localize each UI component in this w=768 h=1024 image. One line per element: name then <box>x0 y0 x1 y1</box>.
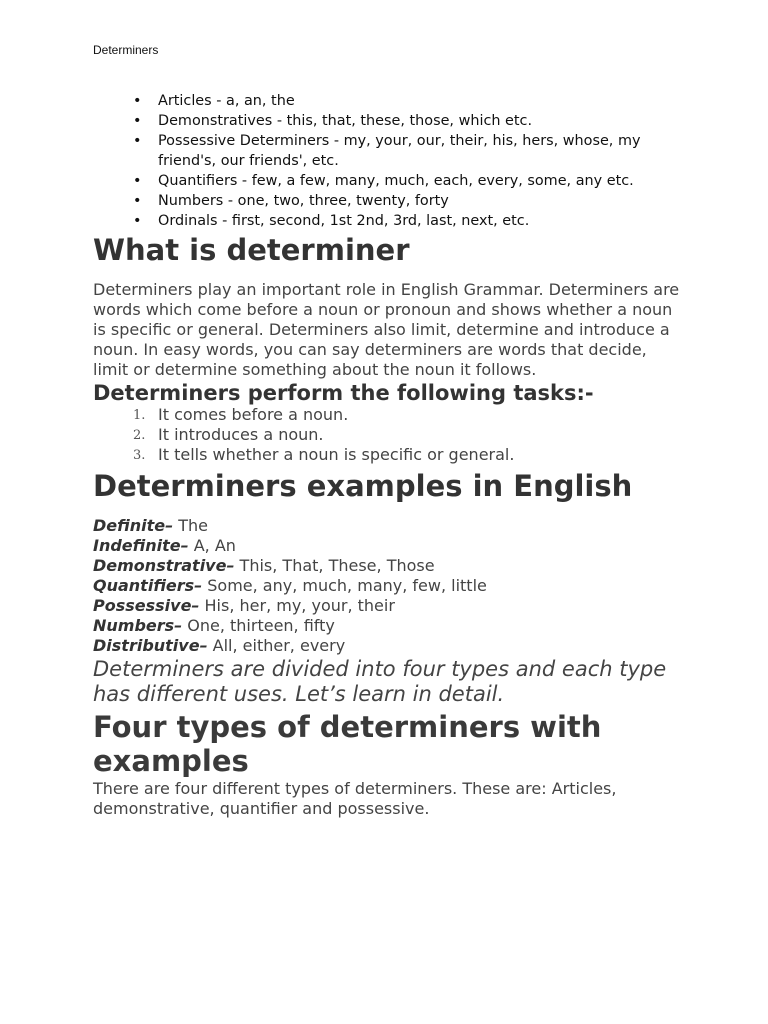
list-item: • Demonstratives - this, that, these, those, which etc. <box>133 113 533 129</box>
list-item: • Quantifiers - few, a few, many, much, each, every, some, any etc. <box>133 173 634 189</box>
list-item: • Possessive Determiners - my, your, our, their, his, hers, whose, my friend's, our friends', etc. <box>133 133 641 169</box>
section-heading-four-types: Four types of determiners with examples <box>93 710 602 778</box>
example-term: Indefinite– <box>93 536 189 555</box>
list-number: 1. <box>133 408 146 423</box>
example-term: Possessive– <box>93 596 200 615</box>
list-item: 3. It tells whether a noun is specific or general. <box>133 445 515 464</box>
bullet-icon: • <box>133 113 142 129</box>
list-item: • Articles - a, an, the <box>133 93 295 109</box>
section-heading-examples: Determiners examples in English <box>93 469 633 503</box>
example-row: Distributive– All, either, every <box>93 636 346 655</box>
bullet-icon: • <box>133 133 142 149</box>
section-paragraph: There are four different types of determiners. These are: Articles, demonstrative, quantifier and possessive. <box>93 779 617 818</box>
list-item: • Numbers - one, two, three, twenty, forty <box>133 193 449 209</box>
example-row: Definite– The <box>93 516 208 535</box>
bullet-icon: • <box>133 193 142 209</box>
list-number: 2. <box>133 428 146 443</box>
determiner-types-list <box>93 91 683 231</box>
section-heading-tasks: Determiners perform the following tasks:- <box>93 381 594 405</box>
example-row: Demonstrative– This, That, These, Those <box>93 556 435 575</box>
list-item: 2. It introduces a noun. <box>133 425 324 444</box>
example-term: Distributive– <box>93 636 208 655</box>
example-row: Quantifiers– Some, any, much, many, few, little <box>93 576 487 595</box>
bullet-icon: • <box>133 173 142 189</box>
example-row: Possessive– His, her, my, your, their <box>93 596 395 615</box>
document-header: Determiners <box>93 43 159 57</box>
example-term: Demonstrative– <box>93 556 235 575</box>
document-page <box>93 40 683 819</box>
example-row: Indefinite– A, An <box>93 536 236 555</box>
list-item: • Ordinals - first, second, 1st 2nd, 3rd, last, next, etc. <box>133 213 530 229</box>
example-term: Quantifiers– <box>93 576 203 595</box>
tasks-list <box>93 405 683 465</box>
examples-list <box>93 516 683 656</box>
italic-lead-paragraph: Determiners are divided into four types and each type has different uses. Let’s learn in detail. <box>93 657 667 706</box>
bullet-icon: • <box>133 93 142 109</box>
example-row: Numbers– One, thirteen, fifty <box>93 616 335 635</box>
section-heading-what-is-determiner: What is determiner <box>93 233 410 267</box>
example-term: Numbers– <box>93 616 183 635</box>
bullet-icon: • <box>133 213 142 229</box>
section-paragraph: Determiners play an important role in English Grammar. Determiners are words which come before a noun or pronoun and shows whether a noun is specific or general. Determiners also limit, determine and introduce a noun. In easy words, you can say determiners are words that decide, limit or determine something about the noun it follows. <box>93 280 680 379</box>
list-item: 1. It comes before a noun. <box>133 405 349 424</box>
list-number: 3. <box>133 448 146 463</box>
example-term: Definite– <box>93 516 174 535</box>
